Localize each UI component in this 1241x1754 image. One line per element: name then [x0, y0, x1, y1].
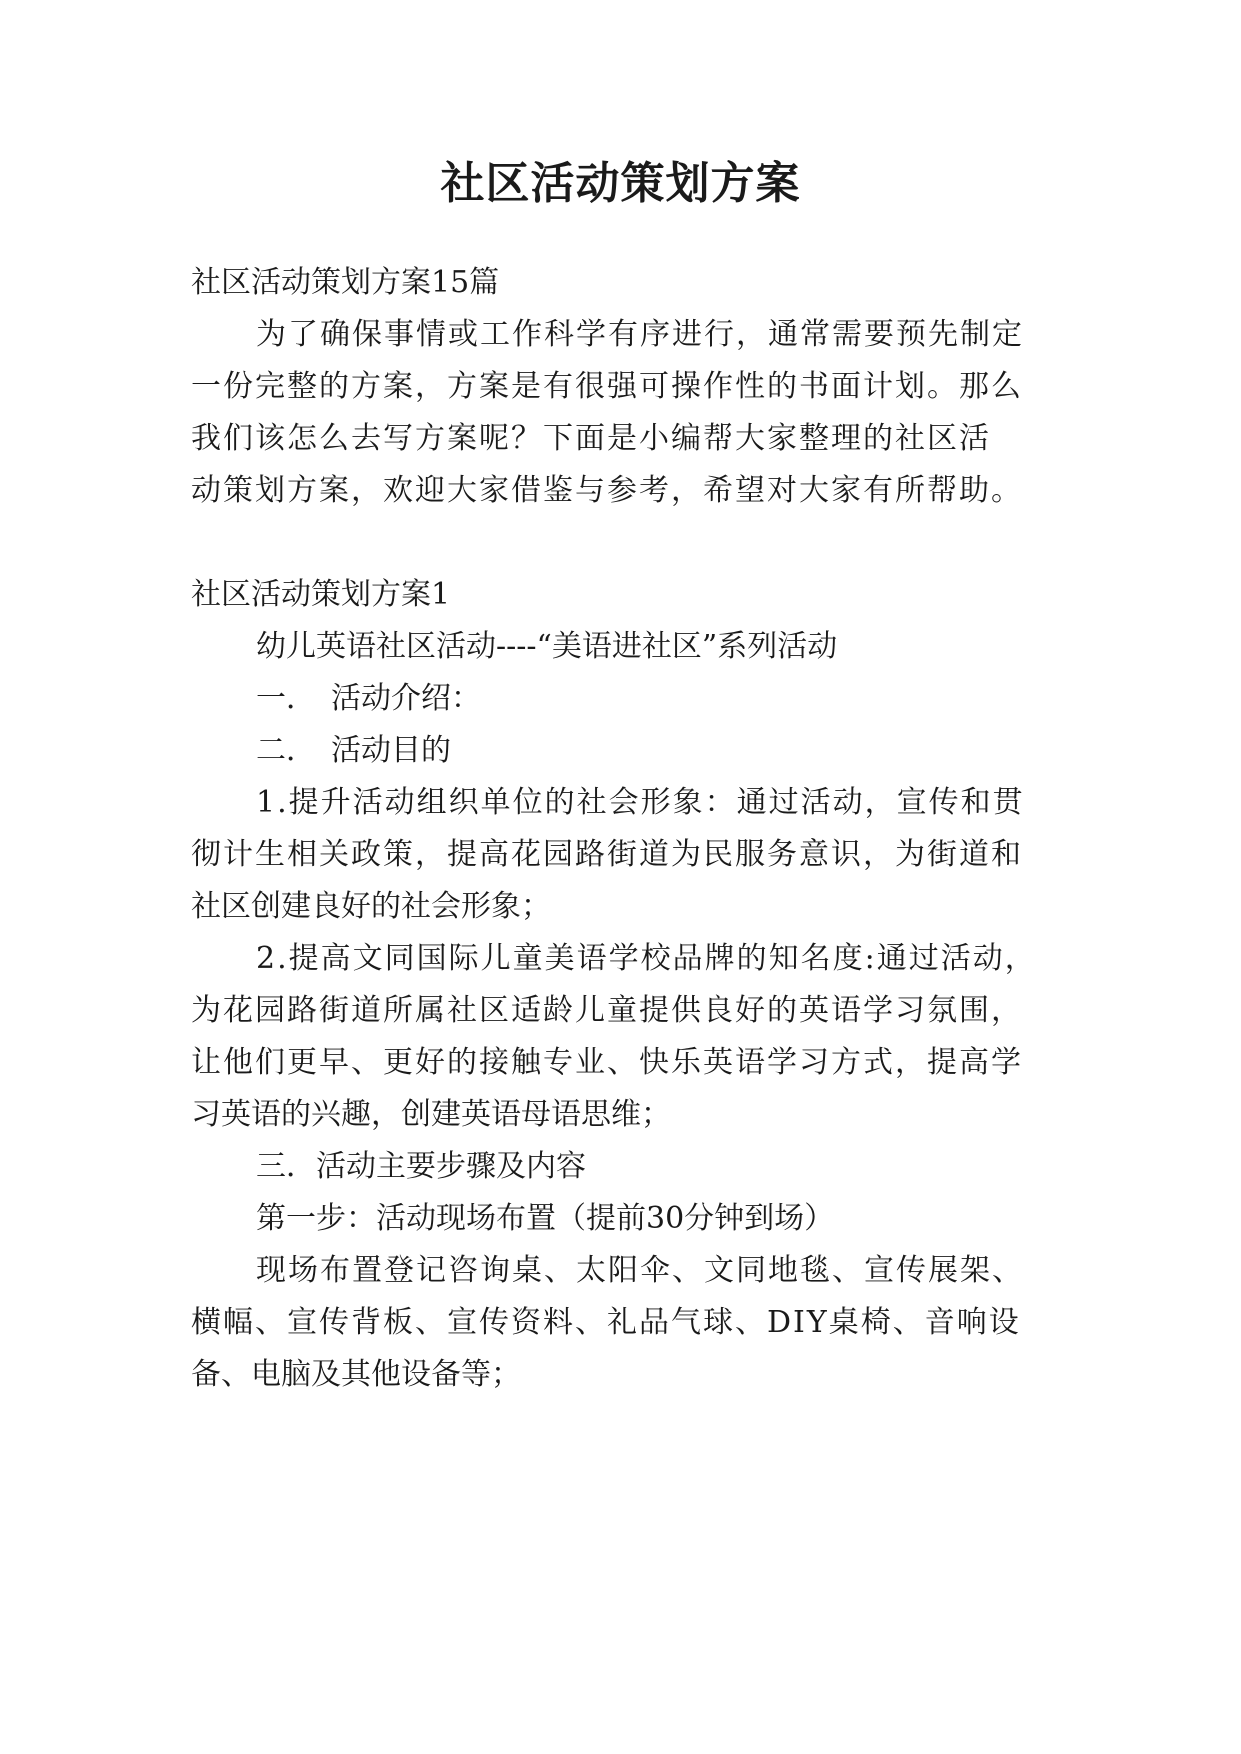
body-line: 1.提升活动组织单位的社会形象：通过活动，宣传和贯 [256, 785, 1025, 820]
intro-line: 一份完整的方案，方案是有很强可操作性的书面计划。那么 [191, 369, 1023, 404]
body-line: 一． 活动介绍： [256, 681, 481, 716]
body-line: 彻计生相关政策，提高花园路街道为民服务意识，为街道和 [191, 837, 1023, 872]
body-line: 现场布置登记咨询桌、太阳伞、文同地毯、宣传展架、 [256, 1253, 1024, 1288]
body-line: 让他们更早、更好的接触专业、快乐英语学习方式，提高学 [191, 1045, 1023, 1080]
section-heading: 社区活动策划方案1 [191, 577, 451, 612]
body-line: 横幅、宣传背板、宣传资料、礼品气球、DIY桌椅、音响设 [191, 1305, 1021, 1340]
document-title: 社区活动策划方案 [440, 158, 801, 209]
intro-line: 我们该怎么去写方案呢？下面是小编帮大家整理的社区活 [191, 421, 991, 456]
body-line: 2.提高文同国际儿童美语学校品牌的知名度:通过活动， [256, 941, 1037, 976]
body-line: 社区创建良好的社会形象； [191, 889, 551, 924]
body-line: 二． 活动目的 [256, 733, 451, 768]
intro-line: 为了确保事情或工作科学有序进行，通常需要预先制定 [256, 317, 1024, 352]
subtitle: 社区活动策划方案15篇 [191, 265, 500, 300]
body-line: 三．活动主要步骤及内容 [256, 1149, 586, 1184]
body-line: 习英语的兴趣，创建英语母语思维； [191, 1097, 671, 1132]
body-line: 为花园路街道所属社区适龄儿童提供良好的英语学习氛围， [191, 993, 1023, 1028]
body-line: 幼儿英语社区活动----“美语进社区”系列活动 [256, 629, 838, 664]
body-line: 备、电脑及其他设备等； [191, 1357, 521, 1392]
body-line: 第一步：活动现场布置（提前30分钟到场） [256, 1201, 835, 1236]
intro-line: 动策划方案，欢迎大家借鉴与参考，希望对大家有所帮助。 [191, 473, 1023, 508]
